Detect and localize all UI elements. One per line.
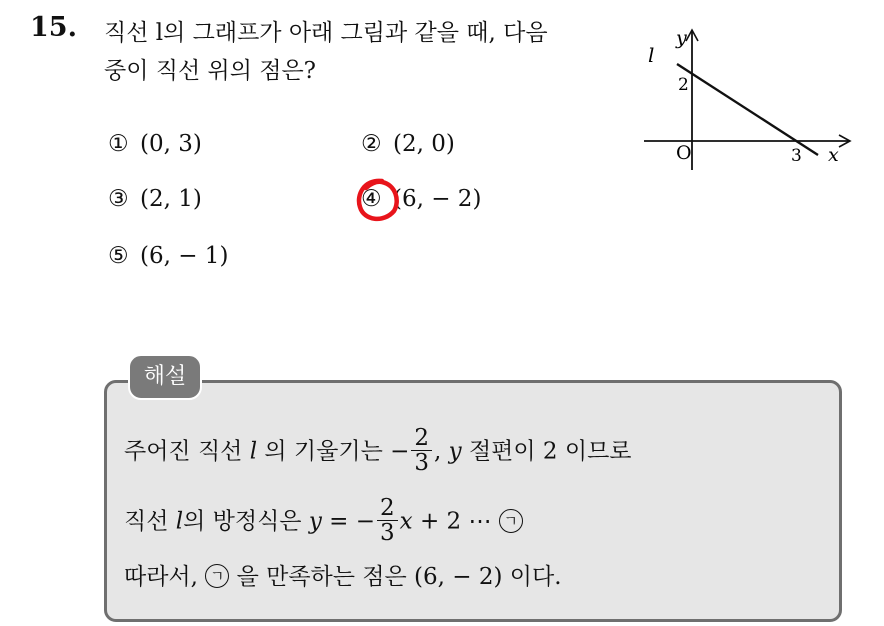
variable-y: y (448, 438, 462, 465)
option-2-value: (2, 0) (393, 131, 455, 157)
option-3[interactable] (108, 186, 202, 212)
x-intercept-label: 3 (791, 146, 802, 166)
fraction-denominator: 3 (414, 450, 430, 477)
option-4-marker: ④ (361, 186, 382, 212)
option-3-value: (2, 1) (140, 186, 202, 212)
variable-l: l (175, 508, 184, 535)
solution-text: 절편이 2 이므로 (468, 438, 632, 465)
solution-text: 을 만족하는 점은 (6, − 2) 이다. (236, 564, 562, 590)
x-axis-label: x (828, 144, 839, 166)
slope-fraction (411, 426, 432, 475)
fraction-numerator: 2 (411, 426, 432, 451)
option-1[interactable] (108, 131, 202, 157)
fraction-denominator: 3 (380, 520, 395, 547)
variable-y: y (308, 508, 322, 535)
question-number: 15. (30, 12, 77, 43)
line-label: l (648, 43, 655, 67)
solution-line-2 (124, 495, 523, 547)
equation-text: = − (329, 508, 375, 535)
solution-tag: 해설 (128, 354, 202, 400)
solution-text: 직선 (124, 508, 169, 535)
option-1-marker: ① (108, 131, 129, 157)
option-3-marker: ③ (108, 186, 129, 212)
solution-line-3 (124, 558, 562, 591)
option-4-value: (6, − 2) (393, 186, 482, 212)
option-2-marker: ② (361, 131, 382, 157)
circled-giyeok-icon: ㄱ (499, 509, 523, 533)
solution-text: 주어진 직선 (124, 438, 243, 465)
variable-l: l (249, 438, 258, 465)
answer-circle-mark (352, 175, 404, 227)
option-2[interactable] (361, 131, 455, 157)
option-5[interactable] (108, 243, 228, 269)
option-5-marker: ⑤ (108, 243, 129, 269)
y-axis-label: y (676, 27, 687, 49)
question-text-line2: 중이 직선 위의 점은? (104, 58, 317, 84)
circled-giyeok-icon: ㄱ (205, 564, 229, 588)
solution-text: 의 방정식은 (183, 508, 302, 535)
fraction-numerator: 2 (377, 496, 398, 521)
solution-line-1 (124, 425, 632, 477)
variable-x: x (399, 508, 413, 535)
origin-label: O (676, 142, 692, 164)
option-5-value: (6, − 1) (140, 243, 229, 269)
solution-text: , (434, 438, 442, 465)
equation-text: + 2 ⋯ (419, 508, 492, 535)
solution-text: 의 기울기는 − (264, 438, 410, 465)
option-1-value: (0, 3) (140, 131, 202, 157)
y-intercept-label: 2 (678, 75, 689, 95)
slope-fraction (377, 496, 398, 545)
solution-text: 따라서, (124, 564, 198, 590)
line-graph (636, 20, 856, 170)
question-text-line1: 직선 l의 그래프가 아래 그림과 같을 때, 다음 (104, 20, 548, 46)
